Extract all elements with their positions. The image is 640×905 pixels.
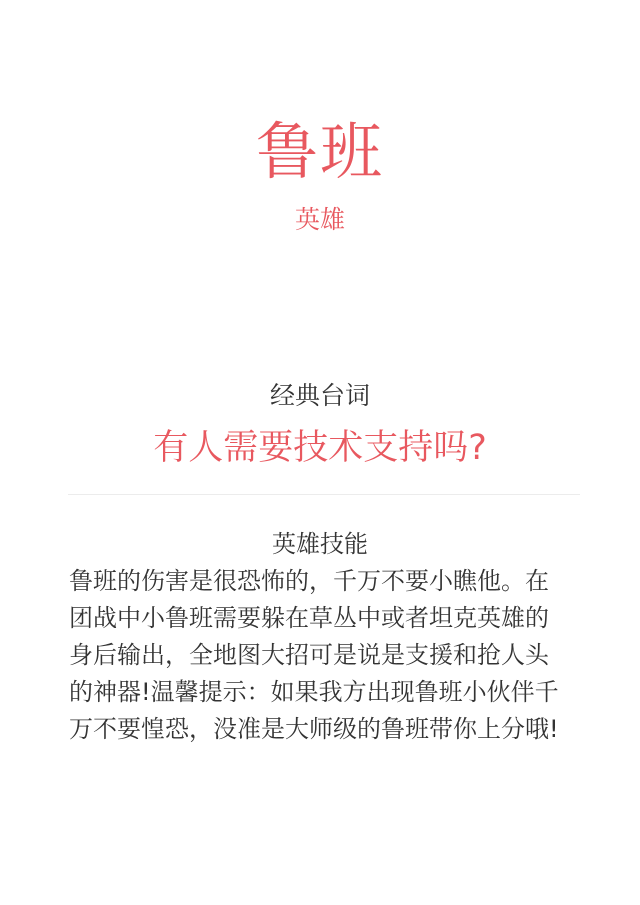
hero-name: 鲁班 xyxy=(255,115,384,188)
hero-role: 英雄 xyxy=(294,205,345,234)
quote-heading: 经典台词 xyxy=(269,381,370,410)
section-divider xyxy=(68,494,580,495)
quote-text: 有人需要技术支持吗? xyxy=(153,428,487,468)
skill-description: 鲁班的伤害是很恐怖的，千万不要小瞧他。在团战中小鲁班需要躲在草丛中或者坦克英雄的身后输出，全地图大招可是说是支援和抢人头的神器!温馨提示：如果我方出现鲁班小伙伴千万不要惶恐，没准是大师级的鲁班带你上分哦! xyxy=(69,567,559,743)
skill-heading: 英雄技能 xyxy=(272,530,368,558)
